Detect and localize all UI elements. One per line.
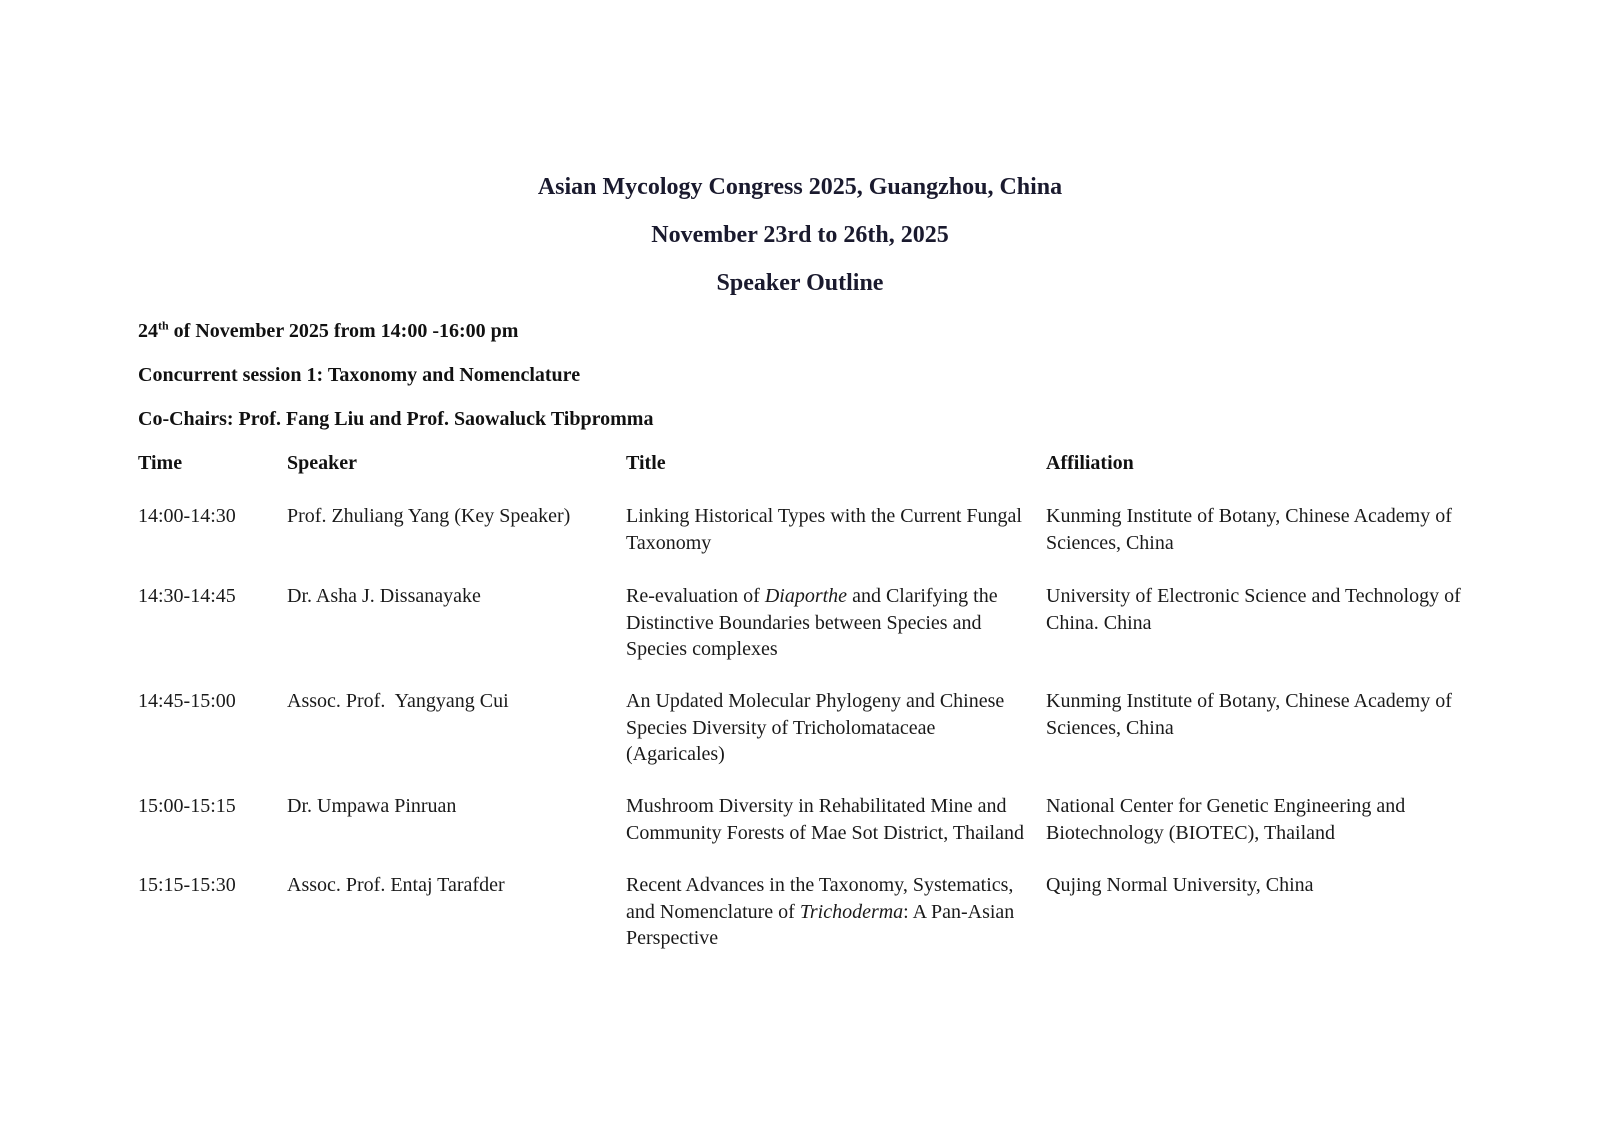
row-affiliation: Kunming Institute of Botany, Chinese Academy of Sciences, China	[1046, 690, 1452, 739]
row-title	[626, 583, 1036, 663]
row-affiliation: Qujing Normal University, China	[1046, 874, 1314, 896]
row-time: 15:15-15:30	[138, 874, 236, 896]
column-header-speaker: Speaker	[287, 452, 357, 474]
row-affiliation: Kunming Institute of Botany, Chinese Academy of Sciences, China	[1046, 505, 1452, 554]
row-affiliation: University of Electronic Science and Technology of China. China	[1046, 585, 1461, 634]
row-title	[626, 688, 1036, 768]
title-text-run: and Clarifying the Distinctive Boundaries between Species and Species complexes	[626, 585, 998, 660]
row-time: 14:45-15:00	[138, 690, 236, 712]
column-header-title: Title	[626, 452, 666, 474]
row-title	[626, 793, 1036, 846]
session-name: Concurrent session 1: Taxonomy and Nomenclature	[138, 364, 581, 386]
title-italic-term: Trichoderma	[799, 900, 904, 923]
session-date	[138, 318, 518, 344]
title-text-run: An Updated Molecular Phylogeny and Chinese Species Diversity of Tricholomataceae (Agaricales)	[626, 690, 1005, 765]
document-subtitle: Speaker Outline	[716, 270, 884, 296]
title-text-run: Recent Advances in the Taxonomy, Systematics, and Nomenclature of	[626, 874, 1014, 923]
session-chairs: Co-Chairs: Prof. Fang Liu and Prof. Saowaluck Tibpromma	[138, 408, 654, 430]
row-speaker: Assoc. Prof. Entaj Tarafder	[287, 874, 505, 896]
row-speaker: Dr. Asha J. Dissanayake	[287, 585, 481, 607]
title-text-run: Re-evaluation of	[626, 585, 765, 607]
congress-title: Asian Mycology Congress 2025, Guangzhou, China	[537, 174, 1063, 200]
row-time: 14:00-14:30	[138, 505, 236, 527]
title-text-run: : A Pan-Asian Perspective	[626, 900, 1015, 949]
row-time: 14:30-14:45	[138, 585, 236, 607]
column-header-affiliation: Affiliation	[1046, 452, 1134, 474]
column-header-time: Time	[138, 452, 183, 474]
session-date-suffix: th	[158, 318, 169, 333]
row-title	[626, 503, 1036, 556]
row-speaker: Prof. Zhuliang Yang (Key Speaker)	[287, 505, 571, 527]
session-date-rest: of November 2025 from 14:00 -16:00 pm	[168, 320, 519, 342]
row-speaker: Dr. Umpawa Pinruan	[287, 795, 457, 817]
session-date-day: 24	[138, 320, 158, 342]
row-time: 15:00-15:15	[138, 795, 236, 817]
congress-dates: November 23rd to 26th, 2025	[651, 222, 949, 248]
row-speaker: Assoc. Prof. Yangyang Cui	[287, 690, 509, 712]
title-italic-term: Diaporthe	[764, 585, 848, 607]
row-title	[626, 872, 1036, 952]
title-text-run: Linking Historical Types with the Current Fungal Taxonomy	[626, 505, 1022, 554]
title-text-run: Mushroom Diversity in Rehabilitated Mine and Community Forests of Mae Sot District, Thailand	[626, 795, 1024, 844]
row-affiliation: National Center for Genetic Engineering and Biotechnology (BIOTEC), Thailand	[1046, 795, 1406, 844]
